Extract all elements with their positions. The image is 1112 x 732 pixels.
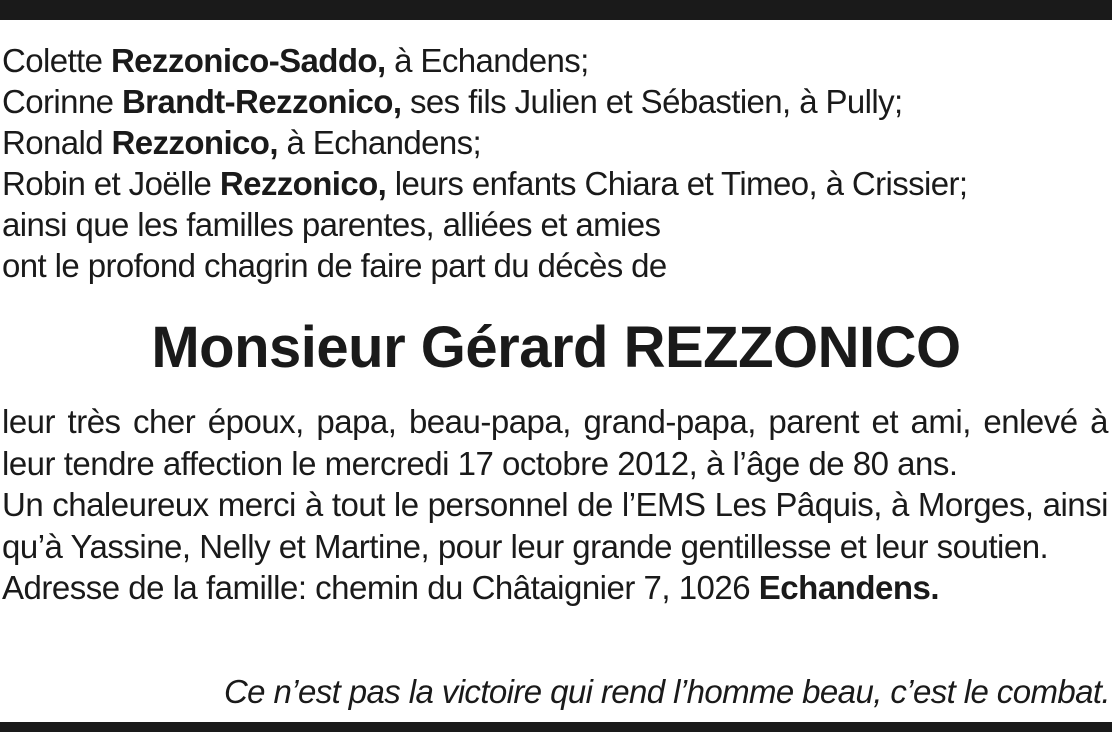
family-list [2,40,1110,286]
relatives-line: ainsi que les familles parentes, alliées et amies [2,206,661,243]
family-details: à Echandens; [385,42,589,79]
thanks-paragraph: Un chaleureux merci à tout le personnel de l’EMS Les Pâquis, à Morges, ainsi qu’à Yassine, Nelly et Martine, pour leur grande gentillesse et leur soutien. [2,486,1108,565]
deceased-name-heading: Monsieur Gérard REZZONICO [151,315,961,380]
top-border-rule [0,0,1112,20]
family-details: à Echandens; [277,124,482,161]
family-surname: Rezzonico-Saddo, [110,42,386,79]
given-names: Colette [2,42,111,79]
family-surname: Brandt-Rezzonico, [121,83,402,120]
bottom-border-rule [0,722,1112,732]
address-label: Adresse de la famille: chemin du Châtaignier 7, 1026 [2,569,759,607]
family-line [2,40,1110,81]
tribute-paragraph: leur très cher époux, papa, beau-papa, grand-papa, parent et ami, enlevé à leur tendre affection le mercredi 17 octobre 2012, à l’âge de 80 ans. [2,403,1108,482]
family-details: leurs enfants Chiara et Timeo, à Crissier; [386,165,968,202]
given-names: Corinne [2,83,122,120]
family-surname: Rezzonico, [219,165,387,202]
address-city: Echandens. [758,569,940,607]
closing-quote: Ce n’est pas la victoire qui rend l’homme beau, c’est le combat. [223,673,1110,710]
given-names: Ronald [2,124,112,161]
family-surname: Rezzonico, [111,124,278,161]
family-address [2,567,1108,609]
given-names: Robin et Joëlle [2,165,220,202]
family-details: ses fils Julien et Sébastien, à Pully; [401,83,903,120]
family-line [2,163,1110,204]
family-line [2,122,1110,163]
announcement-line: ont le profond chagrin de faire part du décès de [2,247,667,284]
obituary-body [2,401,1108,609]
family-line [2,81,1110,122]
